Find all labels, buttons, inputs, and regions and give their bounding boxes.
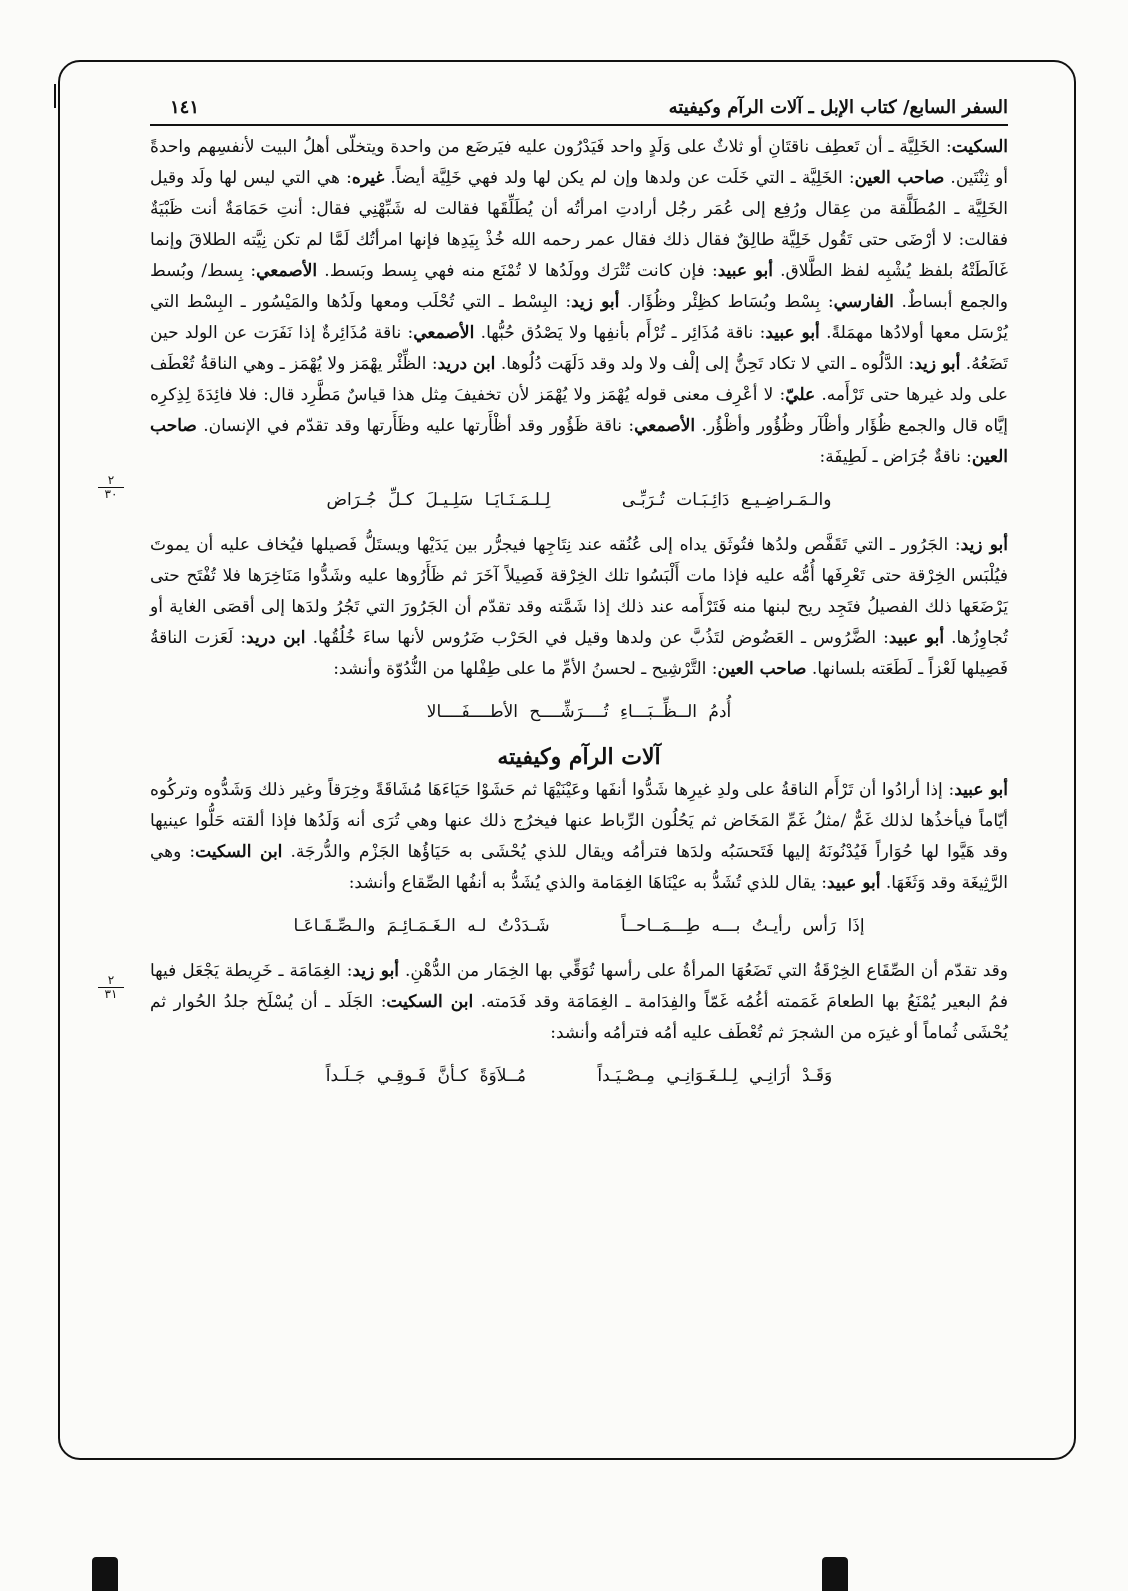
frame-ornament — [54, 84, 72, 108]
paragraph: أبو زيد: الجَرُور ـ التي تَقَفَّص ولدُها فتُوثَق يداه إلى عُنُقه عند نِتَاجِها فيجرُّر بين يَدَيْها ويستَلُّ فَصيلها فيُخاف عليه أن يموتَ فيُلْبَس الخِرْقة حتى تَعْرِفَها أُمُّه عليه فإذا مات أَلْبَسُوا تلك الخِرْقة فَصِيلاً آخَرَ ثم ظَأَرُوها عليه وشَدُّوا مَنَاخِرَها فلا تُفْتَح حتى يَرْضَعَها ذلك الفصيلُ فتَجِد ريح لبنها منه فَتَرْأَمه عند ذلك إذا شَمَّته وقد تقدّم أن الجَرُورَ التي تَجُرُ ولدَها إلى أقصَى الغاية أو تُجاوِزُها. أبو عبيد: الضَّرُوس ـ العَضُوض لتَذُبَّ عن ولدها وقيل في الحَرْب ضَرُوس لأنها ساءَ خُلُقُها. ابن دريد: لَعَزت الناقةُ فَصِيلها لَعْزاً ـ لَطَعَته بلسانها. صاحب العين: التَّرْشِيح ـ لحسنُ الأمِّ ما على طِفْلها من النُّدُوّة وأنشد: — [150, 535, 1008, 679]
paragraph: أبو عبيد: إذا أرادُوا أن تَرْأَم الناقةُ على ولدِ غيرِها شَدُّوا أنفَها وعَيْنَيْهَا ثم حَشَوْا حَيَاءَهَا مُشَاقَةً وخِرَقاً وغير ذلك وَشَدُّوه وتركُوه أيّاماً فيأخذُها لذلك غَمٌّ /مثلُ غَمِّ المَخَاض ثم يَحُلُون الرِّباط عنها فيخرُج ذلك عنها وهي تُرَى أنه وَلَدُها فإذا ألقته حَلُّوا عينيها وقد هَيَّوا لها حُوَاراً فَيُدْنُونَهُ إليها فَتَحسَبُه ولدَها فترأمُه ويقال للذي يُحْشَى به حَيَاؤُها الجَزْم والدُّرجَة. ابن السكيت: وهي الرَّثِيغَة وقد وَثَغَهَا. أبو عبيد: يقال للذي تُشَدُّ به عيْنَاهَا الغِمَامة والذي يُشَدُّ به أنفُها الصِّقاع وأنشد: — [150, 780, 1008, 893]
author-label: أبو عبيد — [765, 323, 820, 343]
verse — [150, 485, 1008, 516]
margin-reference-1: ٢ ٣٠ — [98, 474, 124, 501]
verse-hemistich: إذَا رَأس رأيـتُ بـــه طِـــمَــاحــاً — [621, 916, 865, 936]
author-label: أبو زيد — [960, 535, 1008, 555]
section-title: آلات الرآم وكيفيته — [497, 744, 661, 770]
scan-mark — [92, 1557, 118, 1591]
scan-edge-marks — [0, 1531, 1128, 1591]
author-label: أبو زيد — [914, 354, 961, 374]
author-label: الأصمعي — [256, 261, 318, 281]
verse-hemistich: مُــلاَوَةً كـأنَّ فَـوقِـي جَـلَـداً — [325, 1066, 526, 1086]
running-title: السفر السابع/ كتاب الإبل ـ آلات الرآم وكيفيته — [668, 97, 1008, 118]
verse-hemistich: وَقَـدْ أرَانِـي لِـلـغَـوَانِـي مِـصْـيَـداً — [597, 1066, 833, 1086]
paragraph: السكيت: الخَلِيَّة ـ أن تَعطِف ناقتَانِ أو ثلاثٌ على وَلَدٍ واحد فَيَدْرُون عليه فيَرضَع من واحدة ويتخلّى أهلُ البيت لأنفسِهم واحدةً أو ثِنْتَين. صاحب العين: الخَلِيَّة ـ التي خَلَت عن ولدها وإن لم يكن لها ولد فهي خَلِيَّة أيضاً. غيره: هي التي ليس لها ولَد وقيل الخَلِيَّة ـ المُطَلَّقة من عِقال ورُفِع إلى عُمَر رجُل أرادتِ امرأتُه أن يُطَلِّقَها فقالت له شَبِّهْنِي فقال: أنتِ حَمَامَةٌ أنت ظَبْيَةٌ فقالت: لا أرْضَى حتى تَقُول خَلِيَّة طالِقٌ فقال ذلك فقال عمر رحمه الله خُذْ بِيَدِها فإنها امرأتُك لَمَّا لم تكن نِيَّته الطلاقَ وإنما غَالَطَتْهُ بلفظ يُشْبِه لفظ الطَّلاق. أبو عبيد: فإن كانت تُتْرَك وولَدُها لا تُمْنَع منه فهي بِسط وبَسط. الأصمعي: بِسط/ وبُسط والجمع أبساطٌ. الفارسي: بِسْط وبُسَاط كظِئْر وظُؤَار. أبو زيد: البِسْط ـ التي تُحْلَب ومعها ولَدُها والمَيْسُور ـ البِسْط التي يُرْسَل معها أولادُها مهمَلةً. أبو عبيد: ناقة مُذَائِر ـ تُرْأَم بأنفِها ولا يَصْدُق حُبُّها. الأصمعي: ناقة مُذَائِرةٌ إذا نَفَرَت عن الولد حين تَضَعُهُ. أبو زيد: الدَّلُوه ـ التي لا تكاد تَحِنُّ إلى إلْف ولا ولد وقد دَلَهَت دُلُوها. ابن دريد: الظِّئْر يهْمَز ولا يُهْمَز ـ وهي الناقةُ تُعْطَف على ولد غيرها حتى تَرْأَمه. عليّ: لا أعْرِف معنى قوله يُهْمَز ولا يُهْمَز لأن تخفيفَ مِثل هذا قياسٌ مَطَّرِد قال: فلا فائِدَةَ لِذِكرِه إيَّاه قال والجمع ظُؤَار وأظْآر وظُؤُور وأظْؤُر. الأصمعي: ناقة ظَؤُور وقد أظْأَرتها عليه وظَأَرتها وقد تقدّم في الإنسان. صاحب العين: ناقةٌ جُرَاض ـ لَطِيفَة: — [150, 137, 1009, 467]
page-body — [150, 132, 1008, 1441]
paragraph: وقد تقدّم أن الصِّقَاع الخِرْقَةُ التي تَضَعُهَا المرأةُ على رأسها تُوَقِّي بها الخِمَار من الدُّهْنِ. أبو زيد: الغِمَامَة ـ خَرِيطة يَجْعَل فيها فمُ البعير يُمْنَعُ بها الطعامَ غَمَمته أغُمُه غَمّاً والفِدَامة ـ الغِمَامَة وقد فَدَمته. ابن السكيت: الجَلَد ـ أن يُسْلَخ جلدُ الحُوار ثم يُحْشَى ثُماماً أو غيرَه من الشجرَ ثم تُعْطَف عليه أمُه فترأمُه وأنشد: — [150, 961, 1009, 1043]
author-label: ابن دريد — [437, 354, 496, 374]
author-label: أبو عبيد — [717, 261, 773, 281]
author-label: الفارسي — [833, 292, 894, 312]
author-label: ابن السكيت — [195, 842, 283, 862]
page-number: ١٤١ — [170, 97, 200, 118]
author-label: أبو عبيد — [888, 628, 945, 648]
author-label: السكيت — [951, 137, 1008, 157]
author-label: أبو زيد — [352, 961, 400, 981]
verse-hemistich: شَـدَدْتُ لـه الـغَـمَـائِـمَ والـصِّـقَـاعَـا — [293, 916, 550, 936]
verse — [150, 911, 1008, 942]
page-header — [170, 78, 1008, 118]
verse-line: أُدمُ الــظِّــبَـــاءِ تُــــرَشِّــــح الأطــــفَــــالا — [426, 702, 732, 722]
author-label: صاحب العين — [717, 659, 807, 679]
author-label: غيره — [351, 168, 385, 188]
author-label: الأصمعي — [634, 416, 696, 436]
author-label: صاحب العين — [150, 416, 1008, 467]
margin-reference-2: ٢ ٣١ — [98, 974, 124, 1001]
author-label: ابن دريد — [246, 628, 306, 648]
header-rule — [150, 124, 1008, 126]
verse-hemistich: والـمَـراضِـيـع دَائِـبَـات تُـرَبِّـى — [621, 490, 832, 510]
scan-mark — [822, 1557, 848, 1591]
verse-hemistich: لِـلـمَـنَـايَـا سَلِـيـلَ كـلِّ جُـرَاض — [326, 490, 551, 510]
author-label: أبو زيد — [571, 292, 620, 312]
verse — [150, 1061, 1008, 1092]
author-label: أبو عبيد — [827, 873, 881, 893]
verse — [150, 697, 1008, 728]
author-label: صاحب العين — [854, 168, 945, 188]
author-label: عليّ — [785, 385, 816, 405]
author-label: الأصمعي — [413, 323, 475, 343]
author-label: أبو عبيد — [954, 780, 1008, 800]
author-label: ابن السكيت — [386, 992, 474, 1012]
